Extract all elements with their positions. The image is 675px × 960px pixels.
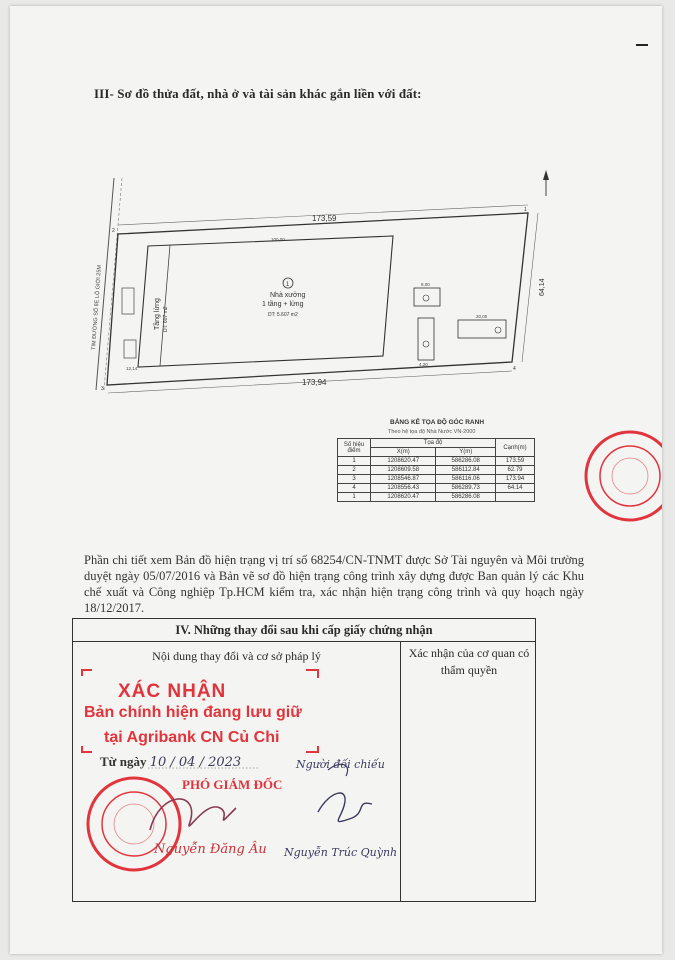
cell-point: 1 <box>338 457 371 466</box>
dim-c: 12,14 <box>126 366 138 371</box>
cell-x: 1208546.87 <box>371 475 436 484</box>
section4-header-left: Nội dung thay đổi và cơ sở pháp lý <box>152 649 321 663</box>
right-length-label: 64,14 <box>539 278 546 296</box>
signature-right <box>318 793 372 822</box>
cell-y: 586112.84 <box>436 466 496 475</box>
signer-left-name: Nguyễn Đăng Âu <box>154 842 267 857</box>
cell-x: 1208556.43 <box>371 484 436 493</box>
description-paragraph: Phần chi tiết xem Bản đồ hiện trạng vị trí số 68254/CN-TNMT được Sở Tài nguyên và Môi trường duyệt ngày 05/07/2016 và Bản vẽ sơ đồ hiện trạng công trình xây dựng được Ban quản lý các Khu chế xuất và Công nghiệp Tp.HCM kiểm tra, xác nhận hiện trạng công trình và quy hoạch ngày 18/12/2017. <box>84 553 584 615</box>
handwritten-note: Người đối chiếu <box>296 758 385 771</box>
stamp-line1: Bản chính hiện đang lưu giữ <box>84 704 302 721</box>
dim-d: 4,20 <box>419 362 428 367</box>
cell-edge: 173.94 <box>496 475 535 484</box>
coord-table-subtitle: Theo hệ tọa độ Nhà Nước VN-2000 <box>388 429 476 435</box>
cell-edge: 64.14 <box>496 484 535 493</box>
vertex-label-4: 4 <box>513 366 516 372</box>
section4-header-right: Xác nhận của cơ quan có thẩm quyền <box>408 646 530 677</box>
date-prefix: Từ ngày <box>100 754 147 769</box>
building-floors: 1 tầng + lửng <box>262 301 304 308</box>
header-point: Số hiệu điểm <box>338 439 371 457</box>
building-width-dim: 100,00 <box>271 237 285 242</box>
cell-edge: 62.79 <box>496 466 535 475</box>
cell-y: 586289.73 <box>436 484 496 493</box>
role-label: PHÓ GIÁM ĐỐC <box>182 777 283 792</box>
cell-point: 4 <box>338 484 371 493</box>
top-length-label: 173,59 <box>312 214 337 223</box>
cell-point: 1 <box>338 493 371 502</box>
coord-table-title: BẢNG KÊ TỌA ĐỘ GÓC RANH <box>390 419 485 426</box>
cell-edge: 173.59 <box>496 457 535 466</box>
cell-y: 586286.08 <box>436 493 496 502</box>
signature-left <box>150 799 236 830</box>
cell-x: 1208609.58 <box>371 466 436 475</box>
cell-y: 586116.06 <box>436 475 496 484</box>
header-edge: Cạnh(m) <box>496 439 535 457</box>
vertex-label-3: 3 <box>101 386 104 392</box>
header-x: X(m) <box>371 448 436 457</box>
mezzanine-label: Tầng lửng <box>154 298 161 330</box>
cell-point: 2 <box>338 466 371 475</box>
building-number: 1 <box>286 282 290 288</box>
dim-b: 20,00 <box>476 314 488 319</box>
bottom-length-label: 173,94 <box>302 378 327 387</box>
vertex-label-1: 1 <box>524 207 527 213</box>
cell-x: 1208620.47 <box>371 493 436 502</box>
signature-tick <box>328 764 348 776</box>
mezzanine-area: DT: 607 m2 <box>163 306 169 332</box>
section3-title: III- Sơ đồ thửa đất, nhà ở và tài sản khác gắn liền với đất: <box>94 86 422 101</box>
dim-a: 8,00 <box>421 282 430 287</box>
section4-title: IV. Những thay đổi sau khi cấp giấy chứng nhận <box>73 619 535 642</box>
header-coord: Tọa độ <box>371 439 496 448</box>
signer-right-name: Nguyễn Trúc Quỳnh <box>284 846 398 859</box>
stamp-title: XÁC NHẬN <box>118 681 227 702</box>
vertex-label-2: 2 <box>112 228 115 234</box>
header-y: Y(m) <box>436 448 496 457</box>
cell-point: 3 <box>338 475 371 484</box>
cell-x: 1208620.47 <box>371 457 436 466</box>
building-name: Nhà xưởng <box>270 292 306 299</box>
date-handwritten: 10 / 04 / 2023 <box>149 755 242 770</box>
building-area: DT: 5.607 m2 <box>268 312 298 318</box>
road-label: TIM ĐƯỜNG SỐ 8E LỘ GIỚI 25M <box>91 264 103 351</box>
stamp-line2: tại Agribank CN Củ Chi <box>104 729 280 746</box>
cell-y: 586286.08 <box>436 457 496 466</box>
